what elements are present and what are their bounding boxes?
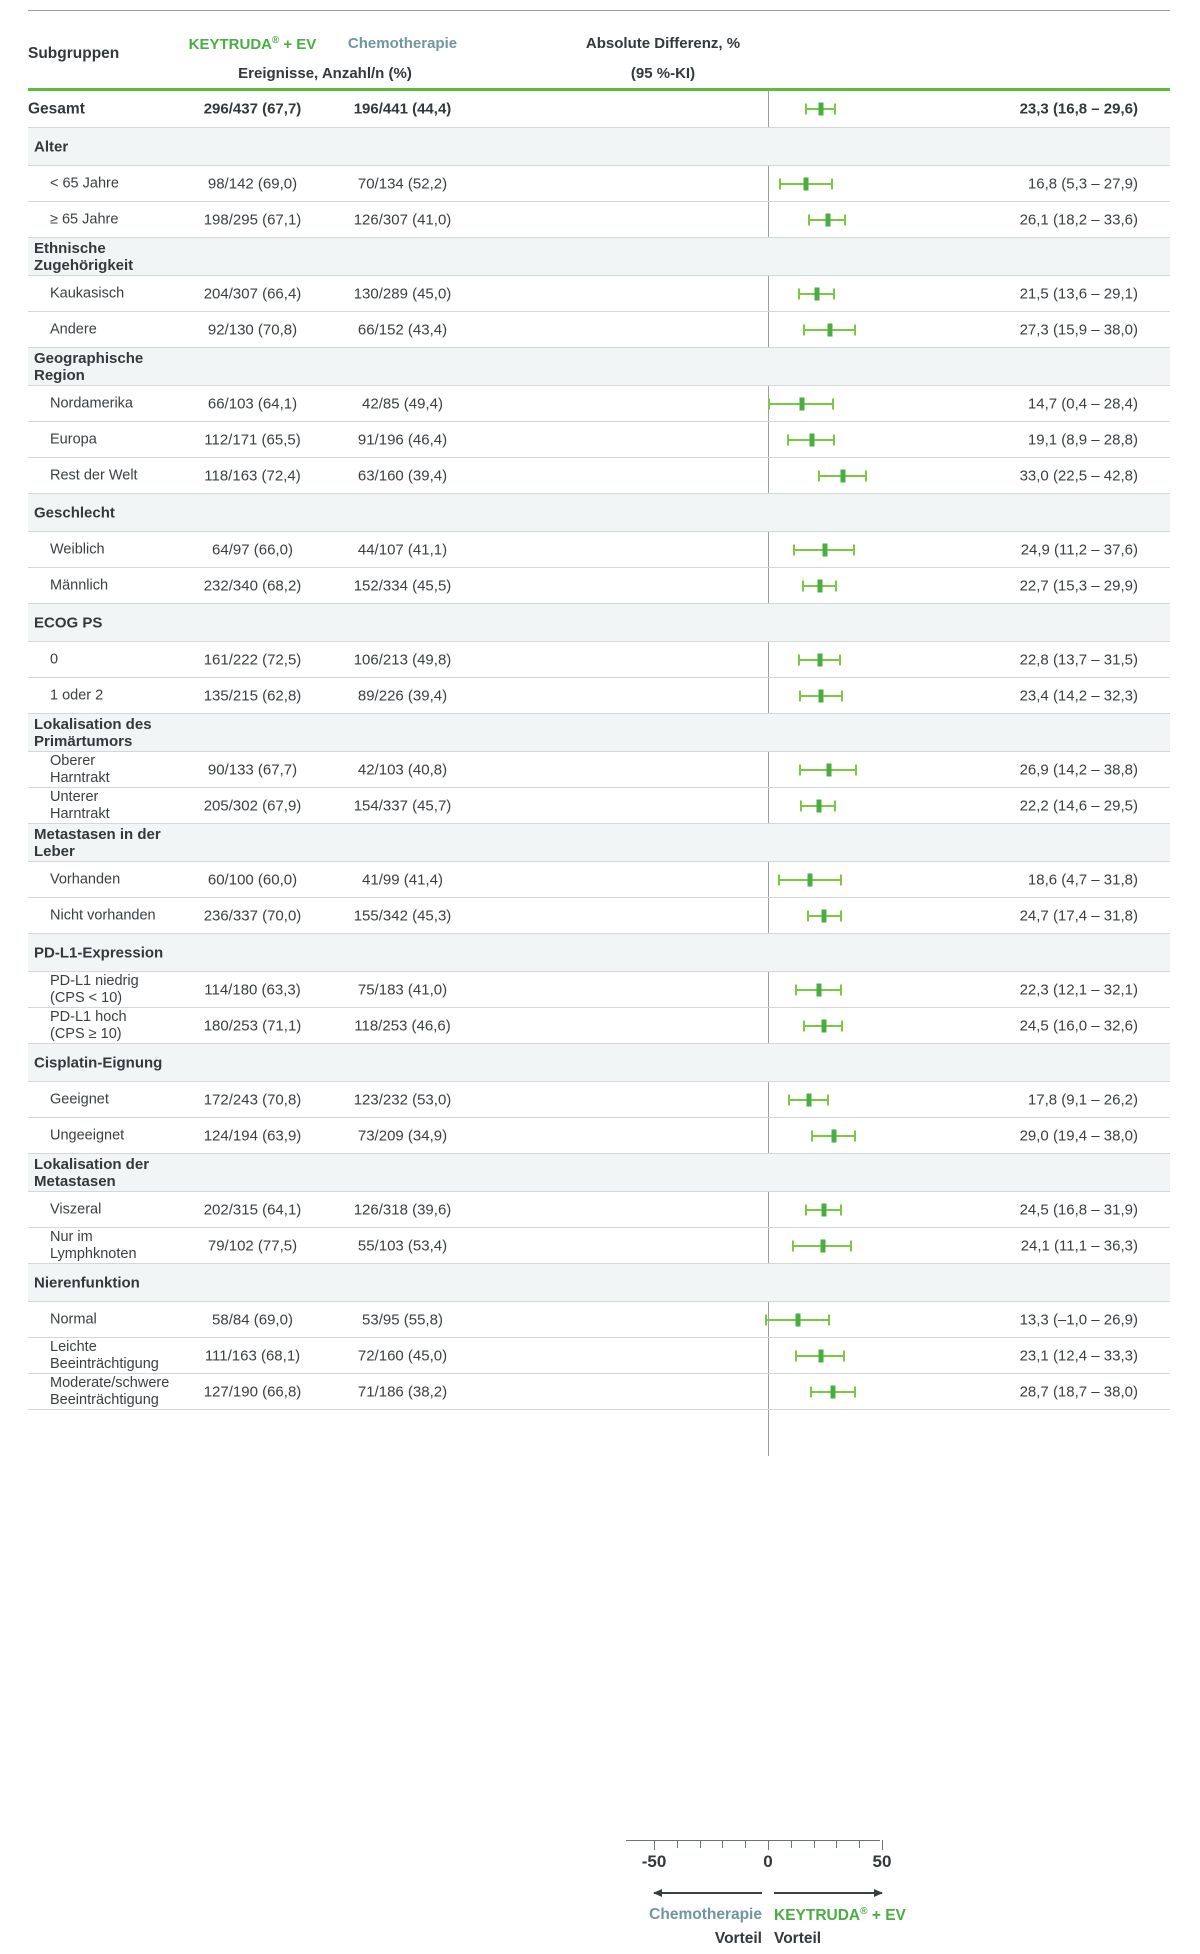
absolute-difference-value: 24,5 (16,0 – 32,6)	[1019, 1017, 1138, 1034]
section-label: Geschlecht	[34, 504, 115, 521]
forest-marker	[608, 386, 930, 421]
chemotherapy-events-value: 42/103 (40,8)	[357, 761, 448, 778]
table-row	[28, 1192, 1170, 1228]
point-estimate-marker	[817, 579, 822, 592]
table-footer-spacer	[28, 1410, 1170, 1456]
ci-cap-upper	[854, 324, 856, 335]
axis-tick	[722, 1840, 723, 1848]
point-estimate-marker	[815, 287, 820, 300]
subgroup-label: 1 oder 2	[50, 687, 104, 703]
chemotherapy-events-value: 91/196 (46,4)	[357, 431, 448, 448]
keytruda-events-value: 180/253 (71,1)	[203, 1017, 302, 1034]
chemotherapy-events-value: 73/209 (34,9)	[357, 1127, 448, 1144]
section-header-row	[28, 604, 1170, 642]
ci-cap-upper	[843, 1350, 845, 1361]
keytruda-events-value: 60/100 (60,0)	[207, 871, 298, 888]
ci-cap-upper	[831, 178, 833, 189]
ci-cap-lower	[795, 1350, 797, 1361]
axis-tick	[677, 1840, 678, 1848]
section-label: Nierenfunktion	[34, 1274, 140, 1291]
chemotherapy-events-value: 72/160 (45,0)	[357, 1347, 448, 1364]
point-estimate-marker	[809, 433, 814, 446]
chemotherapy-events-value: 89/226 (39,4)	[357, 687, 448, 704]
table-row	[28, 898, 1170, 934]
table-row	[28, 568, 1170, 604]
ci-cap-upper	[827, 1094, 829, 1105]
x-axis	[28, 1840, 1170, 1954]
arrow-left-chemotherapy	[654, 1892, 762, 1894]
subgroup-label: Kaukasisch	[50, 285, 125, 301]
forest-marker	[608, 312, 930, 347]
absolute-difference-value: 18,6 (4,7 – 31,8)	[1027, 871, 1138, 888]
subgroup-label: < 65 Jahre	[50, 175, 119, 191]
ci-cap-lower	[810, 1386, 812, 1397]
ci-cap-lower	[778, 874, 780, 885]
absolute-difference-value: 14,7 (0,4 – 28,4)	[1027, 395, 1138, 412]
forest-marker	[608, 568, 930, 603]
point-estimate-marker	[819, 103, 824, 116]
ci-cap-lower	[792, 1240, 794, 1251]
section-label: Alter	[34, 138, 69, 155]
absolute-difference-value: 29,0 (19,4 – 38,0)	[1019, 1127, 1138, 1144]
absolute-difference-value: 22,3 (12,1 – 32,1)	[1019, 981, 1138, 998]
ci-cap-upper	[854, 1386, 856, 1397]
subgroup-label: Ungeeignet	[50, 1127, 125, 1143]
column-header-difference-line1: Absolute Differenz, %	[585, 35, 741, 52]
column-header-chemotherapy: Chemotherapie	[347, 35, 458, 52]
chemotherapy-events-value: 130/289 (45,0)	[353, 285, 452, 302]
point-estimate-marker	[820, 1239, 825, 1252]
section-header-row	[28, 1264, 1170, 1302]
column-header-keytruda: KEYTRUDA® + EV	[188, 35, 317, 53]
chemotherapy-events-value: 41/99 (41,4)	[362, 871, 443, 888]
subgroup-label: Nordamerika	[50, 395, 133, 411]
absolute-difference-value: 22,8 (13,7 – 31,5)	[1019, 651, 1138, 668]
absolute-difference-value: 27,3 (15,9 – 38,0)	[1019, 321, 1138, 338]
forest-marker	[608, 458, 930, 493]
ci-cap-lower	[779, 178, 781, 189]
chemotherapy-events-value: 75/183 (41,0)	[357, 981, 448, 998]
forest-marker	[608, 898, 930, 933]
forest-marker	[608, 276, 930, 311]
subgroup-label: ≥ 65 Jahre	[50, 211, 119, 227]
point-estimate-marker	[819, 689, 824, 702]
subgroup-label: PD-L1 niedrig (CPS < 10)	[50, 972, 139, 1006]
point-estimate-marker	[816, 799, 821, 812]
axis-tick	[700, 1840, 701, 1848]
point-estimate-marker	[796, 1313, 801, 1326]
section-label: Cisplatin-Eignung	[34, 1054, 163, 1071]
ci-cap-lower	[802, 580, 804, 591]
absolute-difference-value: 28,7 (18,7 – 38,0)	[1019, 1383, 1138, 1400]
absolute-difference-value: 22,7 (15,3 – 29,9)	[1019, 577, 1138, 594]
table-row	[28, 862, 1170, 898]
forest-marker	[608, 642, 930, 677]
table-row	[28, 1008, 1170, 1044]
section-label: Metastasen in der Leber	[34, 825, 161, 860]
ci-cap-lower	[787, 434, 789, 445]
section-label: PD-L1-Expression	[34, 944, 164, 961]
section-header-row	[28, 1044, 1170, 1082]
forest-marker	[608, 1118, 930, 1153]
table-row	[28, 386, 1170, 422]
chemotherapy-events-value: 71/186 (38,2)	[357, 1383, 448, 1400]
forest-marker	[608, 752, 930, 787]
subgroup-label: Viszeral	[50, 1201, 102, 1217]
subgroup-label: Männlich	[50, 577, 109, 593]
ci-cap-upper	[834, 800, 836, 811]
table-row	[28, 972, 1170, 1008]
ci-cap-lower	[811, 1130, 813, 1141]
keytruda-events-value: 296/437 (67,7)	[203, 100, 302, 118]
ci-cap-lower	[768, 398, 770, 409]
keytruda-events-value: 98/142 (69,0)	[207, 175, 298, 192]
point-estimate-marker	[821, 1203, 826, 1216]
absolute-difference-value: 16,8 (5,3 – 27,9)	[1027, 175, 1138, 192]
section-header-row	[28, 1154, 1170, 1192]
point-estimate-marker	[804, 177, 809, 190]
benefit-label-keytruda-text: KEYTRUDA	[774, 1907, 861, 1925]
table-row	[28, 1338, 1170, 1374]
table-header	[28, 10, 1170, 88]
table-row	[28, 202, 1170, 238]
point-estimate-marker	[822, 909, 827, 922]
chemotherapy-events-value: 126/307 (41,0)	[353, 211, 452, 228]
keytruda-events-value: 92/130 (70,8)	[207, 321, 298, 338]
subgroup-label: Nicht vorhanden	[50, 907, 156, 923]
ci-cap-upper	[833, 288, 835, 299]
absolute-difference-value: 23,1 (12,4 – 33,3)	[1019, 1347, 1138, 1364]
subgroup-label: PD-L1 hoch (CPS ≥ 10)	[50, 1008, 127, 1042]
chemotherapy-events-value: 42/85 (49,4)	[362, 395, 443, 412]
subgroup-label: Europa	[50, 431, 97, 447]
axis-tick	[859, 1840, 860, 1848]
keytruda-events-value: 204/307 (66,4)	[203, 285, 302, 302]
table-body	[28, 91, 1170, 1456]
arrow-right-keytruda	[774, 1892, 882, 1894]
table-row	[28, 752, 1170, 788]
benefit-label-chemotherapy: Chemotherapie	[649, 1906, 762, 1923]
subgroup-table	[28, 10, 1170, 1456]
forest-marker	[608, 1192, 930, 1227]
subgroup-label: Vorhanden	[50, 871, 121, 887]
chemotherapy-events-value: 152/334 (45,5)	[353, 577, 452, 594]
ci-cap-upper	[853, 544, 855, 555]
axis-tick-label: 0	[763, 1852, 773, 1871]
table-row	[28, 1302, 1170, 1338]
subgroup-label: Gesamt	[28, 100, 85, 118]
point-estimate-marker	[818, 1349, 823, 1362]
subgroup-label: Geeignet	[50, 1091, 109, 1107]
ci-cap-lower	[793, 544, 795, 555]
absolute-difference-value: 26,9 (14,2 – 38,8)	[1019, 761, 1138, 778]
table-row	[28, 458, 1170, 494]
section-label: Geographische Region	[34, 349, 144, 384]
chemotherapy-events-value: 196/441 (44,4)	[353, 100, 452, 118]
ci-cap-lower	[805, 104, 807, 115]
keytruda-events-value: 64/97 (66,0)	[212, 541, 293, 558]
absolute-difference-value: 24,5 (16,8 – 31,9)	[1019, 1201, 1138, 1218]
axis-tick	[654, 1840, 655, 1850]
forest-marker	[608, 1374, 930, 1409]
absolute-difference-value: 24,1 (11,1 – 36,3)	[1020, 1237, 1138, 1254]
forest-marker	[608, 1302, 930, 1337]
forest-marker	[608, 91, 930, 127]
axis-tick-label: -50	[641, 1852, 667, 1871]
ci-cap-upper	[855, 764, 857, 775]
axis-tick-label: 50	[872, 1852, 892, 1871]
chemotherapy-events-value: 126/318 (39,6)	[353, 1201, 452, 1218]
chemotherapy-events-value: 66/152 (43,4)	[357, 321, 448, 338]
keytruda-events-value: 112/171 (65,5)	[204, 431, 301, 448]
section-header-row	[28, 348, 1170, 386]
subgroup-label: Moderate/schwere Beeinträchtigung	[50, 1374, 170, 1408]
absolute-difference-value: 26,1 (18,2 – 33,6)	[1019, 211, 1138, 228]
chemotherapy-events-value: 63/160 (39,4)	[357, 467, 448, 484]
forest-marker	[608, 532, 930, 567]
subgroup-label: Andere	[50, 321, 97, 337]
section-label: Lokalisation des Primärtumors	[34, 715, 152, 750]
ci-cap-lower	[799, 690, 801, 701]
ci-cap-upper	[854, 1130, 856, 1141]
ci-cap-lower	[798, 288, 800, 299]
absolute-difference-value: 23,4 (14,2 – 32,3)	[1019, 687, 1138, 704]
ci-cap-lower	[803, 1020, 805, 1031]
table-row	[28, 91, 1170, 128]
keytruda-events-value: 232/340 (68,2)	[203, 577, 302, 594]
ci-cap-upper	[850, 1240, 852, 1251]
keytruda-events-value: 66/103 (64,1)	[207, 395, 298, 412]
subgroup-label: Oberer Harntrakt	[50, 752, 110, 786]
ci-cap-lower	[798, 654, 800, 665]
forest-marker	[608, 202, 930, 237]
ci-cap-lower	[807, 910, 809, 921]
table-row	[28, 276, 1170, 312]
point-estimate-marker	[831, 1385, 836, 1398]
chemotherapy-events-value: 53/95 (55,8)	[362, 1311, 443, 1328]
keytruda-events-value: 127/190 (66,8)	[203, 1383, 302, 1400]
column-header-events: Ereignisse, Anzahl/n (%)	[238, 65, 412, 82]
ci-cap-lower	[795, 984, 797, 995]
section-header-row	[28, 494, 1170, 532]
section-label: Ethnische Zugehörigkeit	[34, 239, 134, 274]
point-estimate-marker	[822, 543, 827, 556]
table-row	[28, 678, 1170, 714]
forest-marker	[608, 678, 930, 713]
table-row	[28, 532, 1170, 568]
ci-cap-upper	[841, 690, 843, 701]
table-row	[28, 166, 1170, 202]
ci-cap-upper	[865, 470, 867, 481]
section-header-row	[28, 934, 1170, 972]
subgroup-label: Unterer Harntrakt	[50, 788, 110, 822]
table-row	[28, 422, 1170, 458]
section-label: Lokalisation der Metastasen	[34, 1155, 150, 1190]
absolute-difference-value: 13,3 (–1,0 – 26,9)	[1019, 1311, 1138, 1328]
subgroup-label: Leichte Beeinträchtigung	[50, 1338, 159, 1372]
table-row	[28, 1082, 1170, 1118]
forest-marker	[608, 862, 930, 897]
ci-cap-upper	[840, 1204, 842, 1215]
absolute-difference-value: 33,0 (22,5 – 42,8)	[1019, 467, 1138, 484]
ci-cap-lower	[799, 764, 801, 775]
table-row	[28, 1228, 1170, 1264]
ci-cap-upper	[840, 874, 842, 885]
benefit-arrows	[28, 1886, 1170, 1900]
keytruda-events-value: 236/337 (70,0)	[203, 907, 302, 924]
chemotherapy-events-value: 123/232 (53,0)	[353, 1091, 452, 1108]
forest-marker	[608, 1008, 930, 1043]
ci-cap-lower	[765, 1314, 767, 1325]
ci-cap-lower	[803, 324, 805, 335]
point-estimate-marker	[841, 469, 846, 482]
subgroup-label: 0	[50, 651, 59, 667]
absolute-difference-value: 17,8 (9,1 – 26,2)	[1027, 1091, 1138, 1108]
forest-marker	[608, 1082, 930, 1117]
ci-cap-lower	[808, 214, 810, 225]
ci-cap-upper	[833, 434, 835, 445]
point-estimate-marker	[832, 1129, 837, 1142]
section-header-row	[28, 238, 1170, 276]
registered-mark-icon: ®	[860, 1906, 868, 1917]
keytruda-events-value: 118/163 (72,4)	[204, 467, 301, 484]
table-row	[28, 312, 1170, 348]
table-row	[28, 788, 1170, 824]
forest-marker	[608, 166, 930, 201]
keytruda-events-value: 90/133 (67,7)	[207, 761, 298, 778]
table-row	[28, 1118, 1170, 1154]
ci-cap-upper	[834, 104, 836, 115]
absolute-difference-value: 23,3 (16,8 – 29,6)	[1019, 100, 1138, 118]
absolute-difference-value: 22,2 (14,6 – 29,5)	[1019, 797, 1138, 814]
subgroup-label: Weiblich	[50, 541, 105, 557]
chemotherapy-events-value: 44/107 (41,1)	[357, 541, 448, 558]
chemotherapy-events-value: 118/253 (46,6)	[354, 1017, 451, 1034]
keytruda-events-value: 161/222 (72,5)	[203, 651, 302, 668]
forest-marker	[608, 1228, 930, 1263]
axis-tick	[791, 1840, 792, 1848]
keytruda-events-value: 135/215 (62,8)	[203, 687, 302, 704]
point-estimate-marker	[828, 323, 833, 336]
forest-marker	[608, 972, 930, 1007]
ci-cap-upper	[840, 984, 842, 995]
axis-line	[626, 1840, 880, 1841]
ci-cap-upper	[835, 580, 837, 591]
absolute-difference-value: 24,7 (17,4 – 31,8)	[1019, 907, 1138, 924]
chemotherapy-events-value: 154/337 (45,7)	[353, 797, 452, 814]
ci-cap-lower	[805, 1204, 807, 1215]
section-header-row	[28, 714, 1170, 752]
subgroup-label: Rest der Welt	[50, 467, 138, 483]
section-header-row	[28, 824, 1170, 862]
keytruda-events-value: 111/163 (68,1)	[204, 1347, 301, 1364]
keytruda-events-value: 202/315 (64,1)	[203, 1201, 302, 1218]
section-label: ECOG PS	[34, 614, 103, 631]
keytruda-events-value: 205/302 (67,9)	[203, 797, 302, 814]
column-header-difference-line2: (95 %-KI)	[630, 65, 696, 82]
ci-cap-lower	[800, 800, 802, 811]
subgroup-label: Nur im Lymphknoten	[50, 1228, 137, 1262]
axis-tick	[814, 1840, 815, 1848]
point-estimate-marker	[827, 763, 832, 776]
ci-cap-lower	[818, 470, 820, 481]
point-estimate-marker	[806, 1093, 811, 1106]
point-estimate-marker	[821, 1019, 826, 1032]
absolute-difference-value: 24,9 (11,2 – 37,6)	[1020, 541, 1138, 558]
keytruda-events-value: 124/194 (63,9)	[203, 1127, 302, 1144]
keytruda-events-value: 79/102 (77,5)	[207, 1237, 298, 1254]
ci-cap-lower	[788, 1094, 790, 1105]
chemotherapy-events-value: 155/342 (45,3)	[353, 907, 452, 924]
axis-tick	[745, 1840, 746, 1848]
ci-cap-upper	[828, 1314, 830, 1325]
section-header-row	[28, 128, 1170, 166]
ci-cap-upper	[832, 398, 834, 409]
point-estimate-marker	[825, 213, 830, 226]
keytruda-events-value: 114/180 (63,3)	[204, 981, 301, 998]
point-estimate-marker	[799, 397, 804, 410]
forest-marker	[608, 788, 930, 823]
point-estimate-marker	[808, 873, 813, 886]
ci-cap-upper	[840, 910, 842, 921]
keytruda-events-value: 58/84 (69,0)	[212, 1311, 293, 1328]
column-header-subgroups: Subgruppen	[28, 45, 120, 62]
subgroup-label: Normal	[50, 1311, 97, 1327]
benefit-word-right: Vorteil	[774, 1930, 822, 1947]
forest-marker	[608, 422, 930, 457]
absolute-difference-value: 19,1 (8,9 – 28,8)	[1027, 431, 1138, 448]
ci-cap-upper	[844, 214, 846, 225]
benefit-label-keytruda	[774, 1906, 906, 1925]
point-estimate-marker	[817, 653, 822, 666]
absolute-difference-value: 21,5 (13,6 – 29,1)	[1019, 285, 1138, 302]
point-estimate-marker	[816, 983, 821, 996]
benefit-label-keytruda-suffix: + EV	[867, 1907, 906, 1925]
chemotherapy-events-value: 55/103 (53,4)	[357, 1237, 448, 1254]
ci-cap-upper	[841, 1020, 843, 1031]
chemotherapy-events-value: 70/134 (52,2)	[357, 175, 448, 192]
chemotherapy-events-value: 106/213 (49,8)	[353, 651, 452, 668]
keytruda-events-value: 172/243 (70,8)	[203, 1091, 302, 1108]
table-row	[28, 1374, 1170, 1410]
forest-marker	[608, 1338, 930, 1373]
zero-reference-line	[768, 1410, 769, 1456]
benefit-word-left: Vorteil	[714, 1930, 762, 1947]
axis-tick	[768, 1840, 769, 1850]
table-row	[28, 642, 1170, 678]
axis-tick	[836, 1840, 837, 1848]
axis-tick	[882, 1840, 883, 1850]
ci-cap-upper	[839, 654, 841, 665]
keytruda-events-value: 198/295 (67,1)	[203, 211, 302, 228]
